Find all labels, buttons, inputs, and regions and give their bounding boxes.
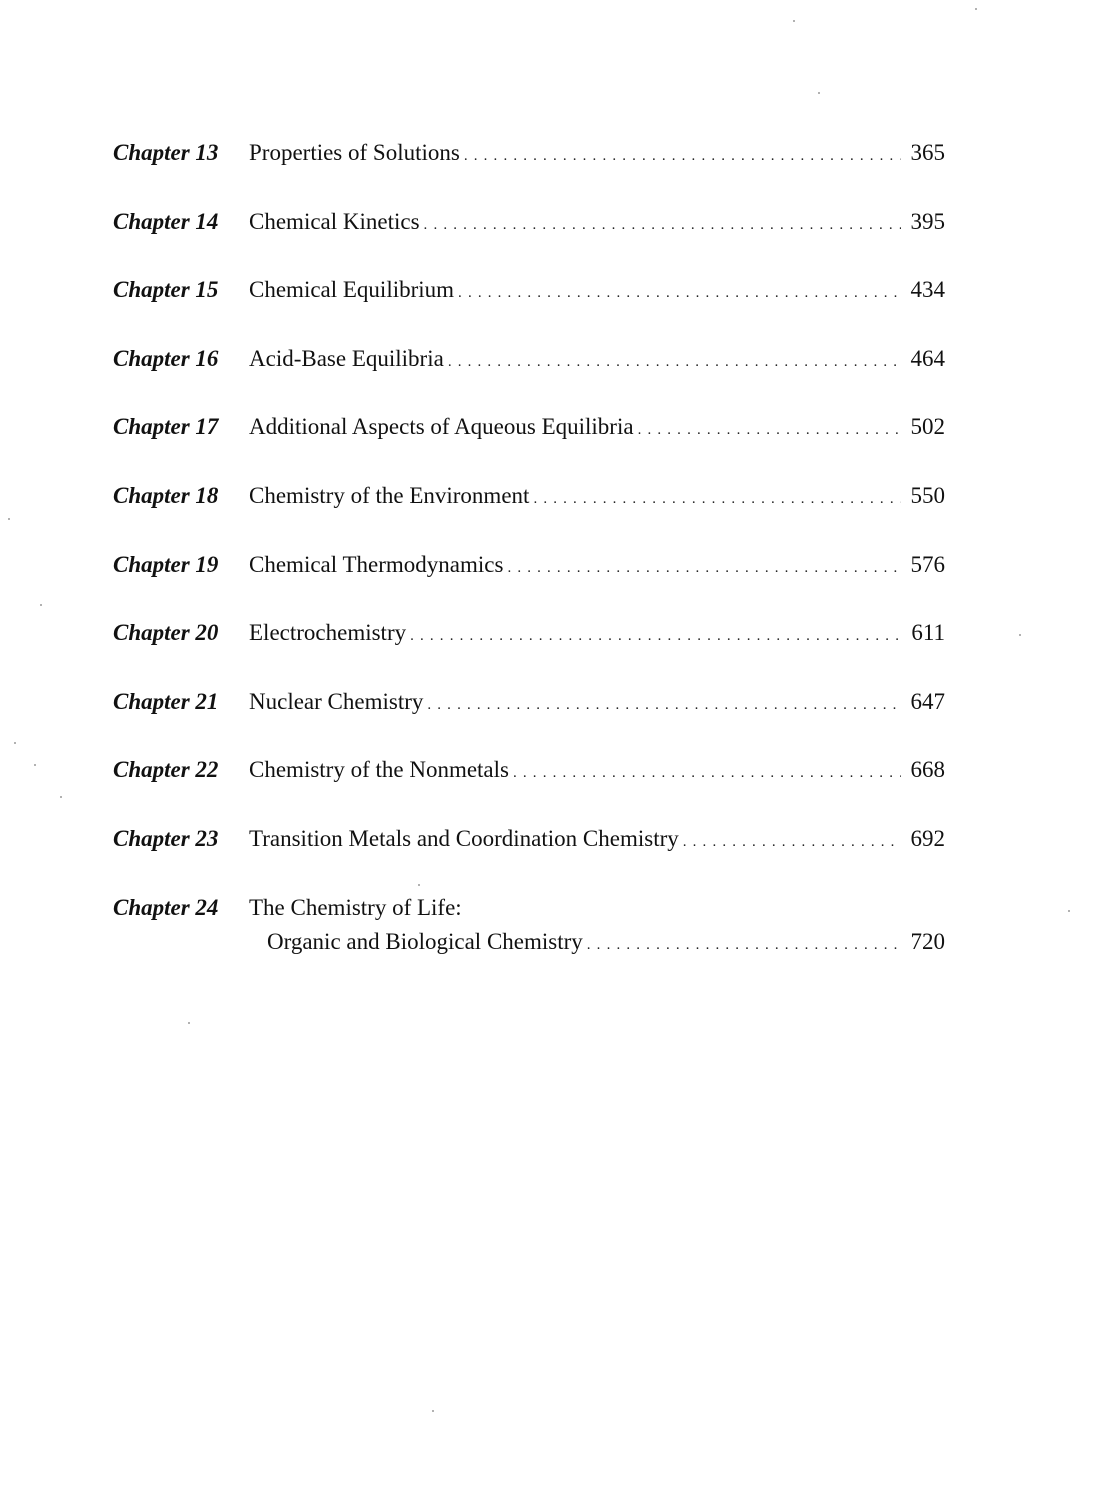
leader-line [249, 685, 945, 722]
toc-entry-chapter-19 [113, 548, 945, 617]
leader-line [249, 925, 945, 962]
chapter-title: Chemistry of the Nonmetals [249, 757, 509, 783]
toc-entry-chapter-21 [113, 685, 945, 754]
chapter-title: Chemical Equilibrium [249, 277, 455, 303]
table-of-contents [113, 136, 945, 963]
chapter-label: Chapter 20 [113, 620, 219, 646]
chapter-label: Chapter 19 [113, 551, 219, 577]
scan-speck [40, 604, 42, 606]
page-number: 365 [910, 140, 945, 165]
entry-body [249, 616, 945, 653]
scan-speck [975, 8, 977, 10]
toc-entry-chapter-23 [113, 822, 945, 891]
toc-entry-chapter-22 [113, 753, 945, 822]
scan-speck [793, 20, 795, 22]
dot-leader [507, 551, 901, 585]
scan-speck [8, 518, 10, 520]
entry-body [249, 891, 945, 962]
chapter-label: Chapter 15 [113, 277, 219, 303]
page-number: 576 [910, 551, 945, 577]
page-number: 550 [910, 482, 945, 508]
scan-speck [60, 796, 62, 798]
scan-speck [1068, 910, 1070, 912]
page-number: 647 [910, 688, 945, 714]
dot-leader [464, 139, 901, 173]
scan-speck [188, 1022, 190, 1024]
entry-body [249, 273, 945, 310]
toc-entry-chapter-16 [113, 342, 945, 411]
dot-leader [458, 276, 901, 310]
leader-line [249, 410, 945, 447]
entry-body [249, 205, 945, 242]
dot-leader [424, 208, 901, 242]
leader-line [249, 753, 945, 790]
toc-entry-chapter-13 [113, 136, 945, 205]
leader-line [249, 136, 945, 173]
scan-speck [34, 764, 36, 766]
scan-speck [1019, 634, 1021, 636]
toc-entry-chapter-18 [113, 479, 945, 548]
dot-leader [638, 413, 901, 447]
page-number: 611 [911, 620, 945, 646]
dot-leader [533, 482, 901, 516]
leader-line [249, 342, 945, 379]
entry-body [249, 822, 945, 859]
scan-speck [14, 742, 16, 744]
dot-leader [587, 928, 901, 962]
toc-entry-chapter-20 [113, 616, 945, 685]
entry-body [249, 685, 945, 722]
toc-entry-chapter-15 [113, 273, 945, 342]
chapter-label: Chapter 24 [113, 894, 219, 920]
dot-leader [427, 688, 901, 722]
leader-line [249, 548, 945, 585]
dot-leader [683, 825, 901, 859]
entry-body [249, 753, 945, 790]
chapter-title: Chemical Thermodynamics [249, 551, 504, 577]
chapter-title: Additional Aspects of Aqueous Equilibria [249, 414, 634, 440]
page-number: 692 [910, 825, 945, 851]
chapter-label: Chapter 17 [113, 414, 219, 440]
scan-speck [418, 884, 420, 886]
dot-leader [448, 345, 901, 379]
leader-line [249, 273, 945, 310]
page-number: 668 [910, 757, 945, 783]
chapter-label: Chapter 13 [113, 140, 219, 165]
leader-line [249, 479, 945, 516]
page-number: 464 [910, 345, 945, 371]
entry-body [249, 410, 945, 447]
leader-line [249, 205, 945, 242]
page-number: 395 [910, 208, 945, 234]
chapter-title: Properties of Solutions [249, 140, 460, 165]
chapter-title: Acid-Base Equilibria [249, 345, 444, 371]
chapter-label: Chapter 23 [113, 825, 219, 851]
scan-speck [818, 92, 820, 94]
chapter-title: Nuclear Chemistry [249, 688, 424, 714]
toc-entry-chapter-17 [113, 410, 945, 479]
chapter-title: The Chemistry of Life: [249, 894, 462, 920]
dot-leader [513, 756, 901, 790]
entry-body [249, 479, 945, 516]
toc-entry-chapter-14 [113, 205, 945, 274]
page-number: 720 [910, 928, 945, 954]
entry-body [249, 548, 945, 585]
chapter-label: Chapter 18 [113, 482, 219, 508]
toc-entry-chapter-24 [113, 891, 945, 963]
page-number: 434 [910, 277, 945, 303]
leader-line [249, 822, 945, 859]
page-number: 502 [910, 414, 945, 440]
chapter-label: Chapter 21 [113, 688, 219, 714]
entry-body [249, 342, 945, 379]
chapter-label: Chapter 16 [113, 345, 219, 371]
chapter-title: Transition Metals and Coordination Chemistry [249, 825, 679, 851]
chapter-label: Chapter 22 [113, 757, 219, 783]
chapter-title: Electrochemistry [249, 620, 407, 646]
dot-leader [410, 619, 901, 653]
scan-speck [432, 1410, 434, 1412]
chapter-label: Chapter 14 [113, 208, 219, 234]
chapter-title: Chemistry of the Environment [249, 482, 530, 508]
leader-line [249, 616, 945, 653]
chapter-title: Chemical Kinetics [249, 208, 420, 234]
entry-body [249, 136, 945, 173]
chapter-subtitle: Organic and Biological Chemistry [267, 928, 583, 954]
